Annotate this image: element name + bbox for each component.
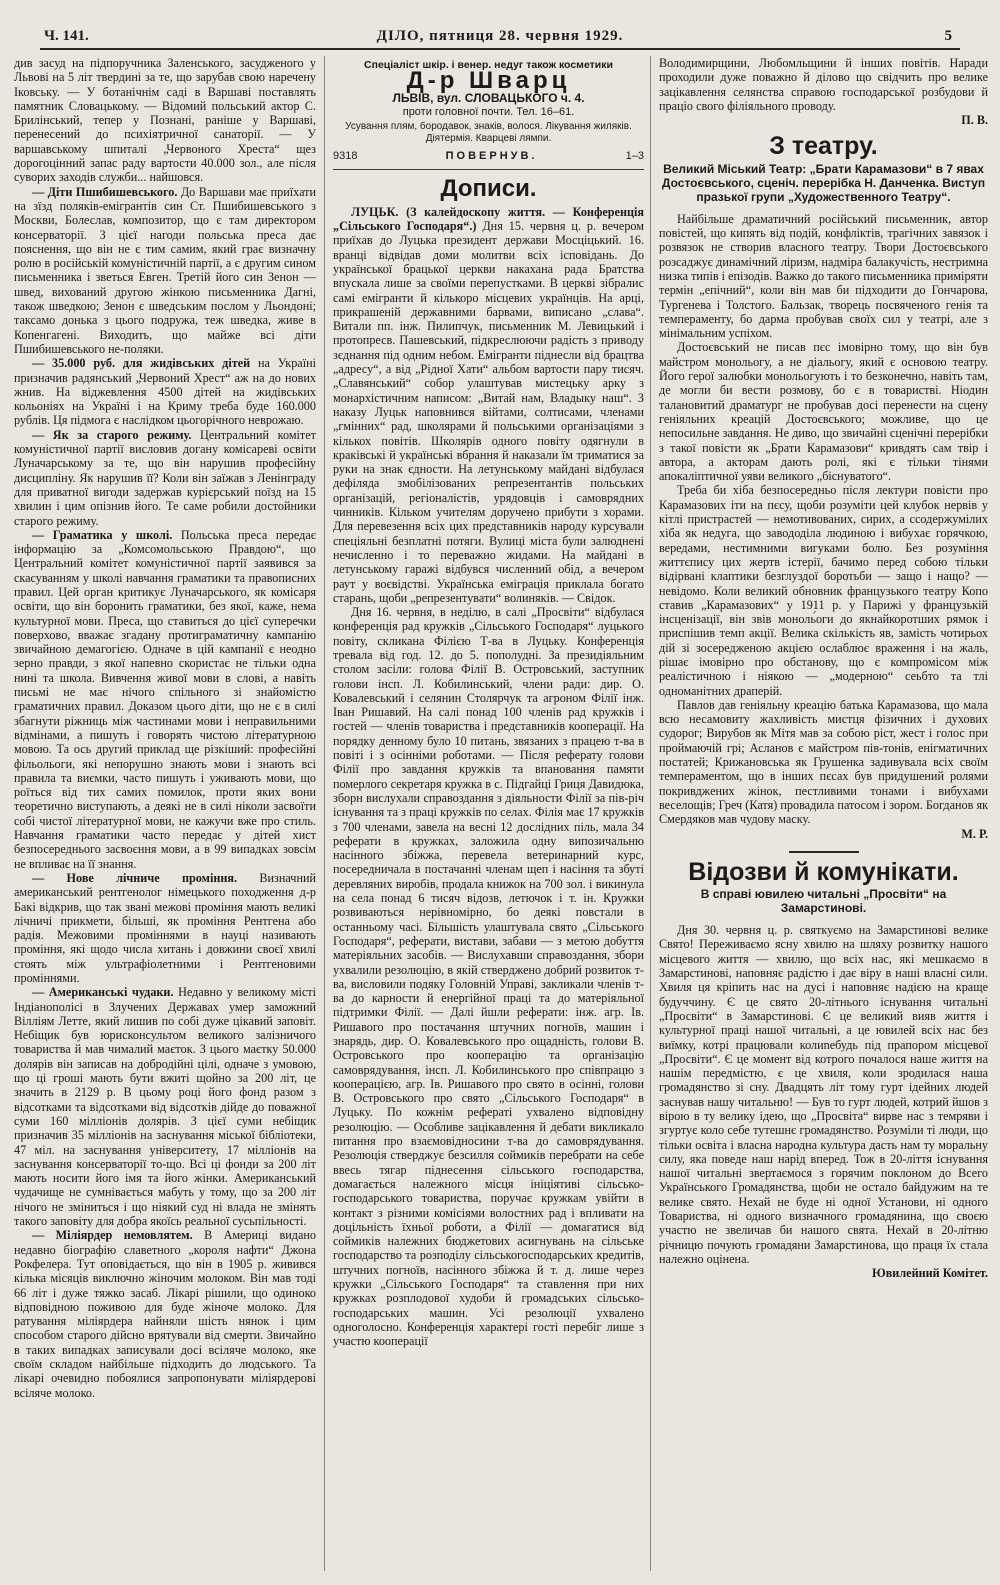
news-item: — Граматика у школі. Польська преса передає інформацію за „Комсомольською Правдою“, що Центральний комітет комуністичної партії заявився за скасуванням у школі навчання граматики та правописних правил. Цей орган критикує Луначарського, як комісаря освіти, що він боронить граматики, без якої, каже, нема культурної мови. Преса, що ставиться до цієї суперечки поверхово, вважає згадану протиграматичну кампанію звичайною демагогією. Одначе в цій кампанії є неодно зерно правди, з якої напевно скористає не тільки одна нині та школа. Вивчення живої мови в слові, а навіть письмі не має нічого спільного зі знайомістю граматичних правил. Доказом цього діти, що не є в силі збагнути ріжниць між частинами мови і неправильними відмінами, а пишуть і говорять чистою літературною мовою. Та ось другий приклад ще різкіший: професійні фільольоги, які непорушно знають мови і знають всі правила та виємки, часто пишуть і уживають мови, що роїться від тих самих помилок, проти яких вони теоретично виступають, а деякі не в силі ніколи засвоїти собі чистої літературної мови, не кажучи вже про стиль. Навчання граматики часто передає у дітей хист безпосереднього засвоєння мови, а в 99 випадках зовсім не впливає на її знання.	[14, 527, 316, 871]
news-item: — Американські чудаки. Недавно у великому місті Індіанополісі в Злучених Державах умер заможний Вілліям Летте, який лишив по собі дуже цікавий заповіт. Небіщик був юрисконсультом великого залізничого товариства й мав чималий маєток. З цього маєтку 50.000 долярів він записав на добродійні цілі, одначе з умовою, що ці гроші мають бути вжиті щойно за 200 літ, це значить в 2129 р. В цьому році його фонд разом з відсотками та відсотками від відсотків дійде до поважної суми 160 мілліонів долярів. З цієї суми небіщик призначив 35 мілліонів на заснування міської бібліотеки, 47 міл. на заснування університету, 17 мілліонів на заснування консерваторії то-що. Всі ці фонди за 200 літ мають носити його імя та його жінки. Американський чудачище не сумнівається мабуть у тому, що за 200 літ нічого не зміниться і що ніякий суд ні влада не змінять такого заповіту для добра якоїсь реальної сусьпільності.	[14, 985, 316, 1229]
review-paragraph: Павлов дав геніяльну креацію батька Карамазова, що мала всю несамовиту жахливість мистця фізичних і духових судорог; Вирубов як Мітя мав за собою ріст, жест і голос при проймаючій грі; Асланов є майстром пів-тонів, енігматичних постатей; Крижановська як Грушенка задивувала всіх своїм темпераментом, що в інших пєсах був придушений ролями покривджених жінок, пестливими тонами і вибухами веселощів; Греч (Катя) провадила патосом і зором. Богданов як Смердяков мав чудову маску.	[659, 697, 988, 827]
correspondence-lutsk: ЛУЦЬК. (З калейдоскопу життя. — Конференція „Сільського Господаря“.) Дня 15. червня ц. р. вечером приїхав до Луцька президент держави Мосціцький. 16. вранці відвідав доми молитви всіх ісповідань. До української брацької церкви накахана рада Братства впускала лише за своїми перепустками. В церкві зібралис самі емігранти й кількоро місцевих українців. На арці, прикрашеній державними барвами, виписано „слава“. Витали пп. інж. Пилипчук, письменник М. Левицький і протопресв. Пашевський, підкреслюючи радість з приводу зєднання під одним небом. Емігранти піднесли від брацтва „адресу“, а від „Рідної Хати“ альбом вартости пару тисяч. „Славянський“ собор улаштував мистецьку арку з монархістичним написом: „Витай нам, Владыку наш“. З наказу Луцьк наповнився війтами, солтисами, членами „гмінних“ рад, школярами й польськими організаціями з кількох повітів. Школярів одного повіту одягнули в краківські й українські вбрання й наказали їм триматися за руки на знак єдности. На летунському майдані відбулася дефіляда змобілізованих репрезентантів польських організацій, регіоналістів, урядовців і самоврядних чинників. Кільком учителям доручено прибути з хорами. Для перевезення всіх цих представників народу курсували спеціяльні безплатні потяги. Вулиці міста були залюднені нечисленно і то переважно жидами. На майдані в летунському гаражі відбувся численний обід, а вечером раут у воєвідстві. Українська еміграція приклала богато старань, щоби „репрезентувати“ волиняків. — Свідок.	[333, 204, 644, 605]
section-divider	[789, 851, 859, 853]
column-left	[14, 56, 316, 1571]
ad-code: 9318	[333, 150, 358, 163]
review-signature: М. Р.	[961, 826, 988, 841]
ad-phone: проти головної почти. Тел. 16–61.	[402, 105, 575, 118]
appeals-subheading: В справі ювилею читальні „Просвіти“ на Замарстинові.	[700, 887, 947, 916]
news-paragraph: див засуд на підпоручника Заленського, засудженого у Львові на 5 літ твердині за те, що зарубав свою наречену Іковську. — У ботанічнім саді в Варшаві поставлять памятник Словацькому. — Відомий польський актор С. Брилінський, тепер у Познані, раніше у Варшаві, перенесений до психіятричної санаторії. — У варшавському шпиталі „Червоного Хреста“ щез дорогоцінний запас раду вартости 40.000 зол., але після сувоpих заходів служби... найшовся.	[14, 56, 316, 185]
theatre-subheading: Великий Міський Театр: „Брати Карамазови“ в 7 явах Достоєвського, сценіч. перерібка Н. Данченка. Виступ празької групи „Художественного Театру“.	[661, 161, 986, 204]
section-title-theatre: З театру.	[769, 132, 878, 161]
review-paragraph: Треба би хіба безпосередньо після лектури повісти про Карамазових іти на пєсу, щоби розуміти цей клубок нервів у кітлі пристрастей — немотивованих, сирих, а ссодержумілих хіба як недуга, що завододіла людиною і вибухає горячкою, вередами, нестимними вигуками болю. Без розуміння життєпису цих жертв істерії, бачимо перед собою тільки відірвані клаптики безглуздої боротьби — защо і нащо? — невідомо. Коли великий обновник французького театру Копо ставив „Карамазових“ у 1911 р. у Парижі у французькій інсценізації, він звів моноль́оги до якнайкоротших рямок і приспішив темп акції. Велика скількість яв, замість чотирьох дій зі зосередженою акцією ослаблює враження і на жаль, рішає імовірно про обстанову, що є компромісом між реалістичною і ніякою — „модерною“ сеьбто та тлі одноманітних драперій.	[659, 483, 988, 698]
news-item: — Нове лічниче проміння. Визначний американський рентгенолог німецького походження д-р Бакі відкрив, що так звані межові проміння мають великі лічничі прикмети, більші, як проміння Рентгена або радія. Межовими проміннями в науці називають проміння, які щодо числа хитань і довжини своєї хвилі стоять між ультрафіолетними і Рентгеновими проміннями.	[14, 870, 316, 985]
review-paragraph: Достоєвський не писав пєс імовірно тому, що він був майстром монольогу, а не діальогу, який є основою театру. Його герої залюбки монольогують і то безконечно, навіть там, де могли би вести розмову, бо є в товаристві. Ніодин талановитий драматург не пробував досі перенести на сцену геніяльних креацій Достоєвського; можливе, що це непосильне завдання. Не диво, що звичайні сценічні перерібки з такої повісти як „Брати Карамазови“ кривдять сам твір і автора, а акторам дають ролі, які є тільки тінями апокаліптичної уяви великого „біснуватого“.	[659, 340, 988, 484]
review-paragraph: Найбільше драматичний російський письменник, автор повістей, що кипять від подій, конфліктів, трагічних завязок і розвязок не створив власного театру. Твори Достоєвського розсаджує динамічний ліризм, надміра балакучість, нестримна низка типів і епізодів. Важко до такого письменника приміряти термін „епічний“, коли він мав би підходити до Гончарова, Тургенева і Толстого. Бальзак, творець посвяченого генія та темпераменту, бо дарма пробував своїх сил у театрі, але з мінімальним успіхом.	[659, 211, 988, 341]
ad-status: ПОВЕРНУВ.	[445, 150, 538, 163]
news-item: — 35.000 руб. для жидівських дітей на Україні призначив радянський „Червоний Хрест“ аж на до нових жнив. На віджевлення 4500 дітей на жидівських кольоніях на Україні і на Криму треба буде 160.000 рублів. Ця підмога є наслідком цьогорічного неврожаю.	[14, 356, 316, 428]
newspaper-title: ДІЛО, пятниця 28. червня 1929.	[376, 28, 624, 44]
section-title-dopysy: Дописи.	[440, 175, 537, 203]
ad-services: Усування плям, бородавок, знаків, волося. Лікування жиляків. Діятермія. Кварцеві лямпи.	[345, 121, 632, 145]
page-number: 5	[944, 28, 952, 44]
ad-specialty: Спеціаліст шкір. і венер. недуг також косметики	[364, 59, 613, 71]
ad-ref: 1–3	[625, 150, 644, 163]
news-item: — Міліярдер немовлятем. В Америці видано недавно біографію славетного „короля нафти“ Джона Рокфелера. Тут оповідається, що він в 1905 р. живився кілька місяців виключно жіночим молоком. Він мав тоді 66 літ і дуже тяжко засаб. Лікарі рішили, що одиноко відповідною поживою для буде жіноче молоко. Для ратування міліярдера найняли шість нянок і цим способом старого дійсно врятували від смерти. Звичайно в таких випадках записували досі всіляче молоко, яке своїм складом найбільше підходить до людського. Та лікарі очевидно побоялися запропонувати міліярдерові всіляче молоко.	[14, 1228, 316, 1400]
appeal-paragraph: Дня 30. червня ц. р. святкуємо на Замарстинові велике Свято! Переживаємо ясну хвилю на шляху розвитку нашого місцевого життя — хвилю, що всіх нас, які мешкаємо в Замарстинові, наповняє радістю і дає віру в наші власні сили. Хвиля ця кріпить нас на дусі і наповняє надією на краще будуччину. Є це свято 20-літнього існування читальні „Просвіти“ в Замарстинові. Є це великий вияв життя і культурної праці нашої читальні, а це ювилей всіх нас без виїмку, котрі працювали колиnебудь під прапором місцевої „Просвіти“. Є це момент від котрого почалося наше життя на нашім передмістю, є це хвиля, коли зродилася наша громадянство зі сну. Двадцять літ тому гурт ідейних людей заснував нашу читальню! — Був то гурт людей, котрий йшов з вірою в ту велику ідею, що „Просвіта“ вирве нас з темряви і згуртує коло себе тутешнє громадянство. Розуміли ті люди, що тільки освіта і власна народна культура дасть нам ту моральну силу, яка поведе наш нарід вперед. Тож в 20-ліття існування нашої читальні звертаємося з горячим поклоном до Всего Українського Громадянства, щоби не остало байдужим на те велике свято. Нехай не буде ні одної Установи, ні одного Товариства, ні одного визначного громадянина, що своєю участю не звеличав би нашого свята. Нехай в 20-літню річницю почують громадяни Замарстинова, що праця їх стала належно оцінена.	[659, 923, 988, 1266]
ad-doctor-name: Д-р Шварц	[406, 67, 571, 95]
doctor-advertisement	[333, 56, 644, 170]
news-item: — Як за старого режиму. Центральний комітет комуністичної партії висловив догану комісареві освіти Луначарському за те, що він нарушив професійну дисципліну. Як нарушив її? Коли він заїжав з Ленінграду для приватної вигоди задержав курієрський поїзд на 15 хвилин і цим опізнив його. Те саме робили достойники старого режиму.	[14, 427, 316, 528]
author-signature: П. В.	[961, 113, 988, 128]
appeal-signature: Ювилейний Комітет.	[872, 1266, 988, 1281]
correspondence-conference: Дня 16. червня, в неділю, в салі „Просвіти“ відбулася конференція рад кружків „Сільського Господаря“ луцького повіту, скликана Філією Т-ва в Луцьку. Конференція тревала від год. 12. до 5. пополудні. За президіяльним столом засіли: голова Філії В. Островський, заступник голови інсп. Л. Кобилинський, члени ради: дир. О. Ковалевський і селянин Столярчук та агроном Філії інж. Іван Ришавий. На салі понад 100 членів рад кружків і гостей — членів товариства і представників кооперації. На порядку денному було 10 питань, звязаних з працею т-ва в повіті і з осінніми роботами. — Після реферату голови Філії про завдання кружків та впановання памяти померлого секретаря кружка в с. Підгайці Гриця Давидюка, зборн вислухали справоздання з діяльности Філії за пів-річ існування та з праці кружків по селах. Філія має 17 кружків з 700 членами, завела на весні 12 дослідних піль, мала 34 реферати в кружках, заложила одну випозичальню насінного збіжжа, перевела ветеринарний курс, посередничала в постачанні членам щеп і насіння та збуті деревляних виробів, продала книжок на 700 зол. і викинула на села понад 6 тисяч відозв, летючок і т. ін. Кружки розвиваються нерівномірно, бо деякі повстали в останньому часі. Більшість улаштувала свято „Сільського Господаря“, реферати, вистави, забави — з метою добуття матеріяльних засобів. — Вислухавши справоздання, збори ухвалили резолюцію, в якій стверджено добрий розвиток т-ва, висловили подяку Головній Управі, закликали членів т-ва до карности й енергійної праці та до матеріяльної підтримки Філії. — Далі йшли реферати: інж. агр. Ів. Ришавого про постачання штучних погноїв, машин і знарядь, дир. О. Ковалевського про ощадність, голови В. Островського про кооперацію та організацію самоврядування, інсп. Л. Кобилинського про співпрацю з кооперацією, агр. Ів. Ришавого про свято в осінні, голови В. Островського про свято „Сільського Господаря“ в Луцьку. По кожнім рефераті ухвалено відповідну резолюцію. — Особливе зацікавлення й дебати викликало питання про взаємовідносини т-ва до самоврядування. Резолюція стверджує безсилля соймиків перебрати на себе ввесь тягар піднесення сільського господарства, домагається належного місця ініціятиві сільсько-господарського товариства, поручає кружкам увійти в контакт з різними комісіями волостних рад і впливати на доцільність їхньої роботи, а Філії — домагатися від соймиків належних бюджетових асигнувань на сільське господарство та розподілу сільськогосподарських кредитів, штучних погноїв, насінного збіжжа й т. д. лише через кружки „Сільського Господаря“ та ставлення при них кружках розплодової худоби й громадських сільсько-господарських машин. Усі резолюції ухвалено одноголосно. Конференція характері гості перебіг лише з участю кооперації	[333, 605, 644, 1349]
news-item: — Діти Пшибишевського. До Варшави має приїхати на зїзд поляків-емігрантів син Ст. Пшибишевського з Москви, Болеслав, композитор, що є там директором консерваторії. З цієї нагоди польська преса дає пояснення, що він не є тим самим, який грає визначну ролю в російській комуністичній партії, а є другим сином письменника і зветься Евген. Третій його син Зенон — швед, вихований другою жінкою письменника Дагні, також шведкою; Зенон є шведським послом у Льондоні; таксамо донька з цього подружа, теж шведка, живе в Копенгагені. Виходить, що майже всі діти Пшибишевського не-поляки.	[14, 184, 316, 356]
ad-footer	[333, 149, 644, 163]
ad-address: ЛЬВІВ, вул. СЛОВАЦЬКОГО ч. 4.	[392, 90, 585, 105]
correspondence-continuation: Володимирщини, Любомльщини й інших повітів. Наради проходили дуже поважно й ділово що свідчить про велике зацікавлення селянства справою господарської розбудови й праціо свого філіяльного проводу.	[659, 56, 988, 113]
section-title-appeals: Відозви й комунікати.	[688, 857, 959, 886]
column-middle	[324, 56, 644, 1571]
issue-number: Ч. 141.	[44, 28, 89, 44]
column-right	[650, 56, 988, 1571]
page-header	[40, 22, 960, 50]
